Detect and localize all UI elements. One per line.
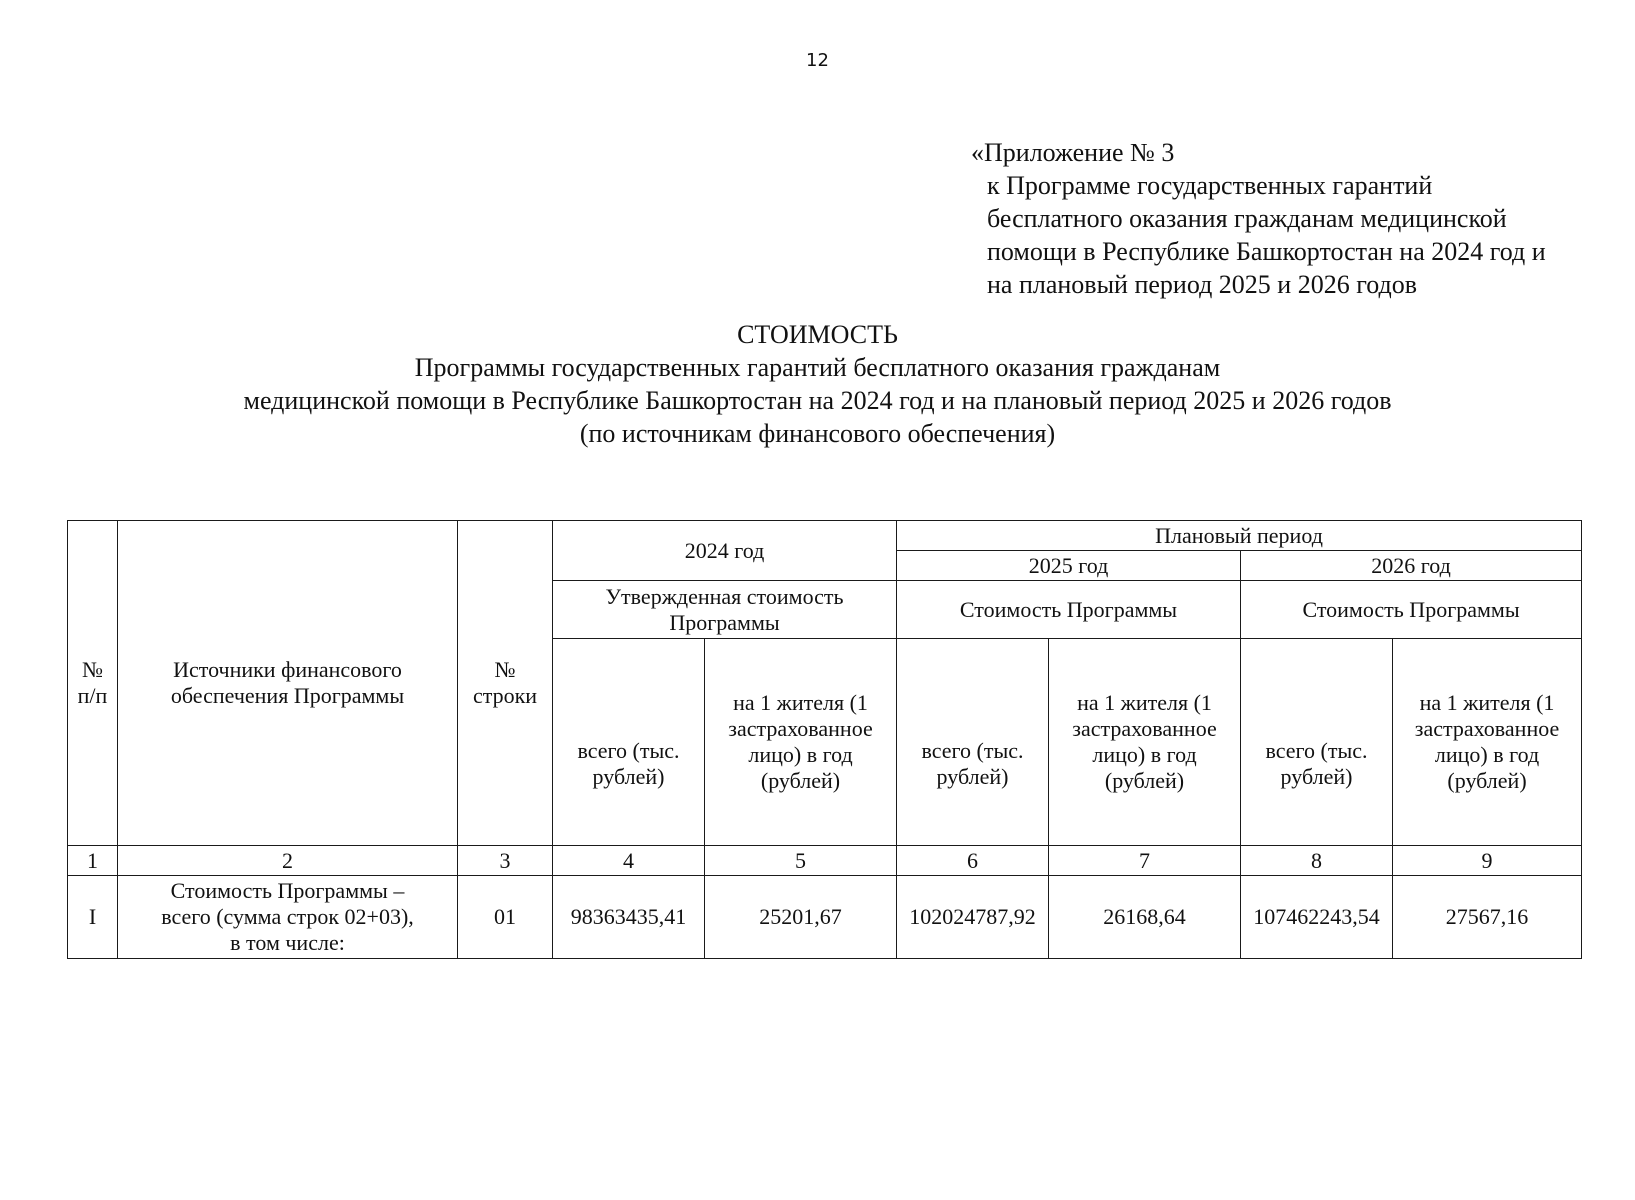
header-planned-period: Плановый период — [897, 521, 1582, 551]
column-index: 9 — [1393, 846, 1582, 876]
header-num: № п/п — [68, 521, 118, 846]
page-number: 12 — [806, 50, 829, 71]
header-source — [118, 521, 458, 846]
header-total-2024-text: всего (тыс. рублей) — [577, 738, 680, 789]
title-line: Программы государственных гарантий бесплатного оказания гражданам — [414, 353, 1221, 382]
column-index: 7 — [1049, 846, 1241, 876]
header-per-capita-2024: на 1 жителя (1 застрахованное лицо) в год (рублей) — [705, 639, 897, 846]
header-per-capita-2025: на 1 жителя (1 застрахованное лицо) в год (рублей) — [1049, 639, 1241, 846]
appendix-line: на плановый период 2025 и 2026 годов — [987, 270, 1417, 299]
title-line: (по источникам финансового обеспечения) — [579, 419, 1056, 448]
title-line: медицинской помощи в Республике Башкортостан на 2024 год и на плановый период 2025 и 2026 годов — [243, 386, 1392, 415]
appendix-header — [971, 136, 1591, 301]
row-per-capita-2024: 25201,67 — [705, 876, 897, 959]
row-total-2024: 98363435,41 — [553, 876, 705, 959]
header-total-2025 — [897, 639, 1049, 846]
appendix-line: помощи в Республике Башкортостан на 2024 год и — [987, 237, 1546, 266]
header-approved-cost-text: Утвержденная стоимость Программы — [605, 583, 844, 635]
cost-table — [67, 520, 1582, 959]
header-year-2026: 2026 год — [1241, 551, 1582, 581]
header-total-2025-text: всего (тыс. рублей) — [921, 738, 1024, 789]
row-source-name — [118, 876, 458, 959]
header-cost-2026: Стоимость Программы — [1241, 581, 1582, 639]
document-title — [0, 318, 1635, 450]
column-index: 3 — [458, 846, 553, 876]
row-source-name-line: Стоимость Программы – — [170, 878, 405, 903]
header-per-capita-2026: на 1 жителя (1 застрахованное лицо) в год (рублей) — [1393, 639, 1582, 846]
table-row — [68, 876, 1582, 959]
row-total-2026: 107462243,54 — [1241, 876, 1393, 959]
header-row-number: № строки — [458, 521, 553, 846]
header-row — [68, 521, 1582, 551]
row-num: I — [68, 876, 118, 959]
row-total-2025: 102024787,92 — [897, 876, 1049, 959]
column-index: 4 — [553, 846, 705, 876]
title-heading: СТОИМОСТЬ — [737, 320, 898, 349]
column-index: 1 — [68, 846, 118, 876]
header-year-2025: 2025 год — [897, 551, 1241, 581]
appendix-line: к Программе государственных гарантий — [987, 171, 1433, 200]
header-total-2026-text: всего (тыс. рублей) — [1265, 738, 1368, 789]
row-per-capita-2026: 27567,16 — [1393, 876, 1582, 959]
column-index: 8 — [1241, 846, 1393, 876]
header-total-2026 — [1241, 639, 1393, 846]
row-per-capita-2025: 26168,64 — [1049, 876, 1241, 959]
row-source-name-line: в том числе: — [230, 930, 345, 955]
header-total-2024 — [553, 639, 705, 846]
column-index: 5 — [705, 846, 897, 876]
header-year-2024: 2024 год — [553, 521, 897, 581]
header-approved-cost — [553, 581, 897, 639]
row-number: 01 — [458, 876, 553, 959]
header-source-text: Источники финансового обеспечения Программы — [170, 657, 405, 708]
header-cost-2025: Стоимость Программы — [897, 581, 1241, 639]
appendix-line: «Приложение № 3 — [971, 138, 1175, 167]
column-index-row — [68, 846, 1582, 876]
appendix-line: бесплатного оказания гражданам медицинской — [987, 204, 1507, 233]
row-source-name-line: всего (сумма строк 02+03), — [161, 904, 414, 929]
column-index: 2 — [118, 846, 458, 876]
column-index: 6 — [897, 846, 1049, 876]
